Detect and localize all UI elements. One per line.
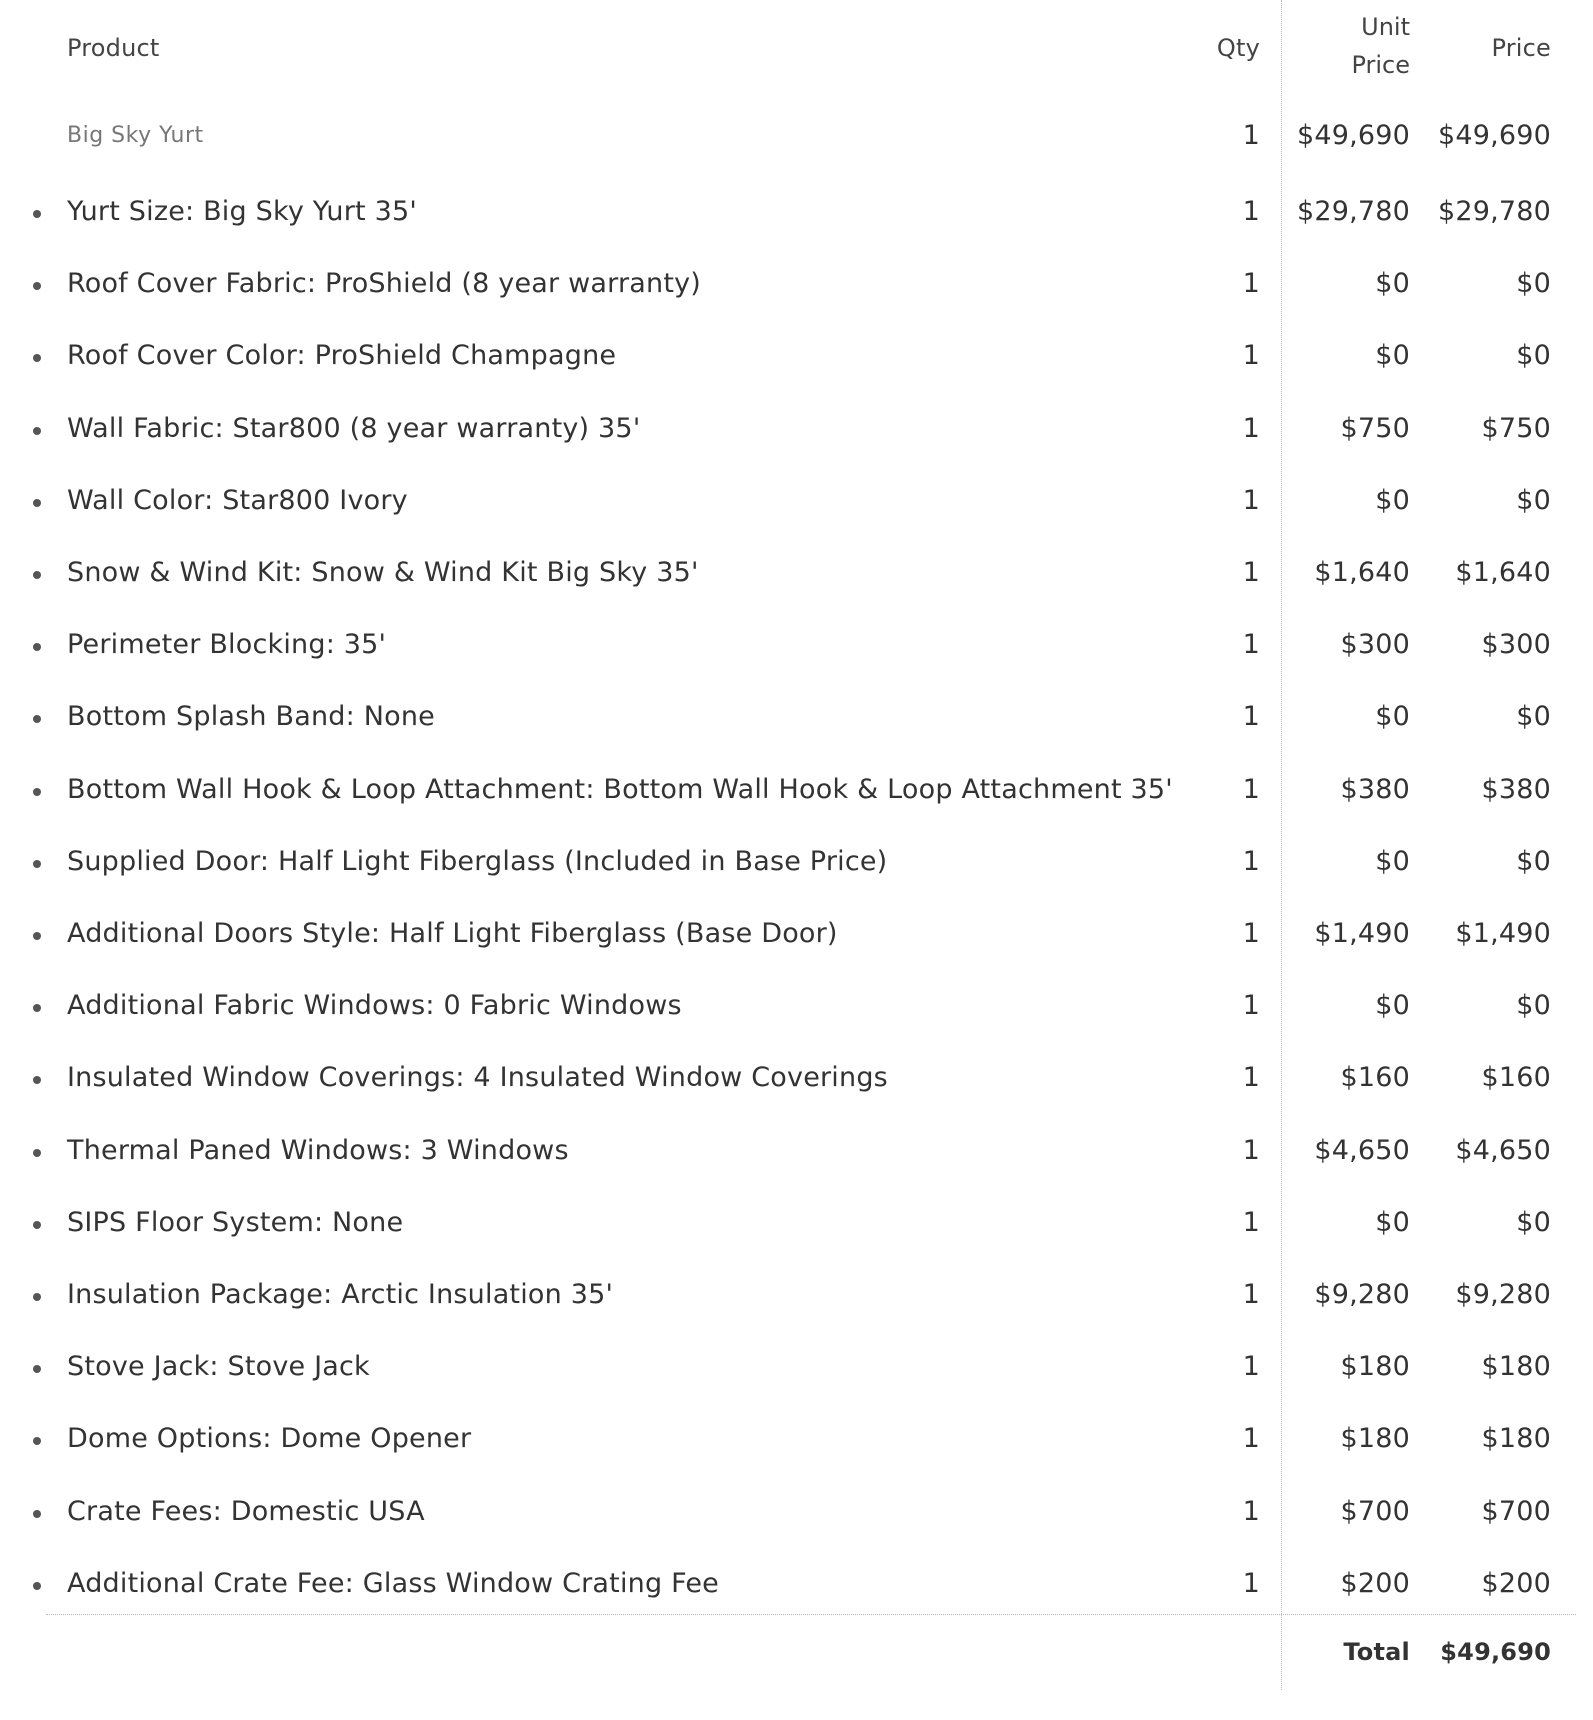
option-qty: 1 (1242, 1062, 1260, 1093)
option-label: Insulated Window Coverings: 4 Insulated Window Coverings (67, 1062, 888, 1093)
option-label: Crate Fees: Domestic USA (67, 1496, 425, 1527)
option-unit-price: $700 (1340, 1496, 1410, 1527)
option-unit-price: $0 (1375, 846, 1410, 877)
option-price: $380 (1481, 774, 1551, 805)
bullet-icon (33, 715, 41, 723)
option-qty: 1 (1242, 1568, 1260, 1599)
option-label: Wall Fabric: Star800 (8 year warranty) 35' (67, 413, 641, 444)
option-qty: 1 (1242, 196, 1260, 227)
option-price: $0 (1516, 846, 1551, 877)
option-label: Roof Cover Color: ProShield Champagne (67, 340, 617, 371)
option-label: Bottom Splash Band: None (67, 701, 435, 732)
total-divider (46, 1614, 1576, 1615)
bullet-icon (33, 354, 41, 362)
main-item-unit-price: $49,690 (1296, 120, 1410, 151)
option-qty: 1 (1242, 485, 1260, 516)
option-qty: 1 (1242, 413, 1260, 444)
header-price: Price (1491, 34, 1551, 62)
option-label: Supplied Door: Half Light Fiberglass (Included in Base Price) (67, 846, 888, 877)
option-qty: 1 (1242, 1423, 1260, 1454)
option-price: $0 (1516, 485, 1551, 516)
option-label: Additional Doors Style: Half Light Fiberglass (Base Door) (67, 918, 838, 949)
option-unit-price: $9,280 (1314, 1279, 1410, 1310)
option-price: $1,490 (1455, 918, 1551, 949)
option-unit-price: $200 (1340, 1568, 1410, 1599)
header-unit-price-line2: Price (1351, 51, 1410, 79)
option-qty: 1 (1242, 1496, 1260, 1527)
option-price: $180 (1481, 1351, 1551, 1382)
option-qty: 1 (1242, 774, 1260, 805)
bullet-icon (33, 860, 41, 868)
header-product: Product (67, 34, 160, 62)
option-price: $0 (1516, 1207, 1551, 1238)
option-unit-price: $160 (1340, 1062, 1410, 1093)
option-price: $9,280 (1455, 1279, 1551, 1310)
main-item-name: Big Sky Yurt (67, 123, 204, 148)
column-divider (1281, 0, 1282, 1690)
option-price: $4,650 (1455, 1135, 1551, 1166)
bullet-icon (33, 1149, 41, 1157)
main-item-qty: 1 (1242, 120, 1260, 151)
option-qty: 1 (1242, 701, 1260, 732)
option-unit-price: $0 (1375, 340, 1410, 371)
option-qty: 1 (1242, 1135, 1260, 1166)
total-value: $49,690 (1440, 1638, 1551, 1666)
option-unit-price: $0 (1375, 485, 1410, 516)
bullet-icon (33, 643, 41, 651)
option-label: Insulation Package: Arctic Insulation 35' (67, 1279, 614, 1310)
bullet-icon (33, 932, 41, 940)
bullet-icon (33, 1437, 41, 1445)
option-price: $700 (1481, 1496, 1551, 1527)
option-qty: 1 (1242, 1351, 1260, 1382)
option-unit-price: $380 (1340, 774, 1410, 805)
main-item-price: $49,690 (1437, 120, 1551, 151)
option-price: $0 (1516, 268, 1551, 299)
option-unit-price: $4,650 (1314, 1135, 1410, 1166)
option-label: Roof Cover Fabric: ProShield (8 year warranty) (67, 268, 702, 299)
bullet-icon (33, 571, 41, 579)
bullet-icon (33, 1365, 41, 1373)
bullet-icon (33, 1293, 41, 1301)
total-label: Total (1343, 1638, 1410, 1666)
option-label: Snow & Wind Kit: Snow & Wind Kit Big Sky 35' (67, 557, 699, 588)
option-qty: 1 (1242, 1207, 1260, 1238)
option-price: $180 (1481, 1423, 1551, 1454)
header-unit-price-line1: Unit (1361, 13, 1410, 41)
option-price: $1,640 (1455, 557, 1551, 588)
bullet-icon (33, 427, 41, 435)
option-price: $0 (1516, 701, 1551, 732)
bullet-icon (33, 1510, 41, 1518)
option-qty: 1 (1242, 268, 1260, 299)
option-label: Thermal Paned Windows: 3 Windows (67, 1135, 569, 1166)
option-price: $750 (1481, 413, 1551, 444)
option-label: Additional Crate Fee: Glass Window Crating Fee (67, 1568, 719, 1599)
option-price: $300 (1481, 629, 1551, 660)
bullet-icon (33, 1076, 41, 1084)
option-label: Wall Color: Star800 Ivory (67, 485, 408, 516)
option-unit-price: $750 (1340, 413, 1410, 444)
option-price: $0 (1516, 340, 1551, 371)
bullet-icon (33, 1004, 41, 1012)
option-unit-price: $180 (1340, 1351, 1410, 1382)
option-label: Yurt Size: Big Sky Yurt 35' (67, 196, 417, 227)
option-qty: 1 (1242, 846, 1260, 877)
option-unit-price: $300 (1340, 629, 1410, 660)
option-unit-price: $0 (1375, 701, 1410, 732)
option-qty: 1 (1242, 990, 1260, 1021)
option-unit-price: $1,640 (1314, 557, 1410, 588)
option-label: SIPS Floor System: None (67, 1207, 404, 1238)
bullet-icon (33, 1582, 41, 1590)
option-label: Perimeter Blocking: 35' (67, 629, 387, 660)
option-unit-price: $0 (1375, 990, 1410, 1021)
header-qty: Qty (1216, 34, 1260, 62)
option-label: Dome Options: Dome Opener (67, 1423, 472, 1454)
option-unit-price: $0 (1375, 1207, 1410, 1238)
option-price: $200 (1481, 1568, 1551, 1599)
header-unit-price (1300, 8, 1410, 84)
option-qty: 1 (1242, 629, 1260, 660)
option-label: Additional Fabric Windows: 0 Fabric Windows (67, 990, 682, 1021)
option-label: Stove Jack: Stove Jack (67, 1351, 370, 1382)
option-unit-price: $29,780 (1296, 196, 1410, 227)
bullet-icon (33, 1221, 41, 1229)
bullet-icon (33, 282, 41, 290)
option-label: Bottom Wall Hook & Loop Attachment: Bottom Wall Hook & Loop Attachment 35' (67, 774, 1173, 805)
option-price: $29,780 (1437, 196, 1551, 227)
option-price: $0 (1516, 990, 1551, 1021)
option-qty: 1 (1242, 557, 1260, 588)
option-qty: 1 (1242, 1279, 1260, 1310)
option-unit-price: $180 (1340, 1423, 1410, 1454)
bullet-icon (33, 788, 41, 796)
option-qty: 1 (1242, 340, 1260, 371)
option-price: $160 (1481, 1062, 1551, 1093)
bullet-icon (33, 499, 41, 507)
option-qty: 1 (1242, 918, 1260, 949)
option-unit-price: $1,490 (1314, 918, 1410, 949)
bullet-icon (33, 210, 41, 218)
option-unit-price: $0 (1375, 268, 1410, 299)
